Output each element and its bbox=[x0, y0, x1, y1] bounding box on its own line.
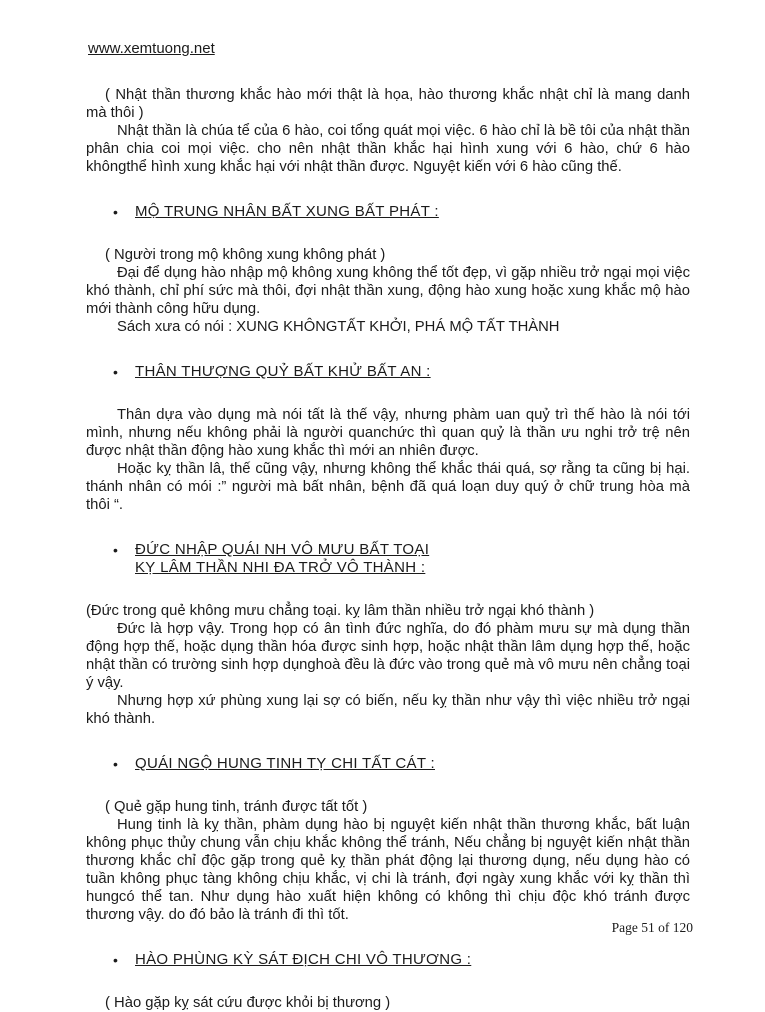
paren-note: ( Người trong mộ không xung không phát ) bbox=[105, 247, 386, 263]
section-heading-text: ĐỨC NHẬP QUÁI NH VÔ MƯU BẤT TOẠI bbox=[135, 541, 430, 558]
paren-note: ( Quẻ gặp hung tinh, tránh được tất tốt ) bbox=[105, 799, 368, 815]
bullet-icon: • bbox=[113, 364, 118, 380]
paragraph: Thân dựa vào dụng mà nói tất là thế vậy, nhưng phàm uan quỷ trì thế hào là nói tới mình, nhưng nếu không phải là người quanchức thì quan quỷ là thần ưu nghi trở trệ nên được nhật thần động hào xung khắc thì mới an nhiên được. bbox=[86, 407, 690, 459]
bullet-icon: • bbox=[113, 542, 118, 558]
section-heading bbox=[86, 541, 690, 577]
section-heading-lines bbox=[135, 541, 429, 577]
paren-note: (Đức trong quẻ không mưu chẳng toại. kỵ lâm thần nhiều trở ngại khó thành ) bbox=[86, 603, 595, 619]
section-heading bbox=[86, 951, 690, 969]
section-heading-lines bbox=[135, 951, 471, 969]
section-heading-lines bbox=[135, 755, 435, 773]
bullet-icon: • bbox=[113, 204, 118, 220]
paragraph: Nhật thần là chúa tể của 6 hào, coi tổng quát mọi việc. 6 hào chỉ là bề tôi của nhật thần phân chia coi mọi việc. cho nên nhật thần khắc hại hình xung với 6 hào, chứ 6 hào khôngthể hình xung khắc hại với nhật thần được. Nguyệt kiến với 6 hào cũng thế. bbox=[86, 123, 690, 175]
document-body bbox=[86, 86, 690, 1012]
section-heading bbox=[86, 203, 690, 221]
paren-note: ( Hào gặp kỵ sát cứu được khỏi bị thương ) bbox=[105, 995, 391, 1011]
bullet-icon: • bbox=[113, 952, 118, 968]
section-heading-lines bbox=[135, 363, 431, 381]
section-heading-text: THÂN THƯỢNG QUỶ BẤT KHỬ BẤT AN : bbox=[135, 363, 431, 380]
paragraph: Hoặc kỵ thần lâ, thế cũng vậy, nhưng không thể khắc thái quá, sợ rằng ta cũng bị hại. thánh nhân có mói :” người mà bất nhân, bệnh đã quá loạn duy quý ở chữ trung hòa mà thôi “. bbox=[86, 461, 690, 513]
section-heading-text: MỘ TRUNG NHÂN BẤT XUNG BẤT PHÁT : bbox=[135, 203, 439, 220]
paren-note: ( Nhật thần thương khắc hào mới thật là họa, hào thương khắc nhật chỉ là mang danh mà thôi ) bbox=[86, 87, 690, 121]
section-heading bbox=[86, 755, 690, 773]
site-url-text: www.xemtuong.net bbox=[88, 40, 215, 57]
paragraph: Sách xưa có nói : XUNG KHÔNGTẤT KHỞI, PHÁ MỘ TẤT THÀNH bbox=[117, 319, 560, 335]
section-heading-text: HÀO PHÙNG KỲ SÁT ĐỊCH CHI VÔ THƯƠNG : bbox=[135, 951, 472, 968]
paragraph: Nhưng hợp xứ phùng xung lại sợ có biến, nếu kỵ thần như vậy thì việc nhiều trở ngại khó thành. bbox=[86, 693, 690, 727]
section-heading-text: KỴ LÂM THẦN NHI ĐA TRỞ VÔ THÀNH : bbox=[135, 559, 426, 576]
page-number-label: Page 51 of 120 bbox=[611, 920, 693, 935]
section-heading-lines bbox=[135, 203, 439, 221]
section-heading-text: QUÁI NGỘ HUNG TINH TỴ CHI TẤT CÁT : bbox=[135, 755, 435, 772]
paragraph: Đức là hợp vậy. Trong họp có ân tình đức nghĩa, do đó phàm mưu sự mà dụng thần động hợp thế, hoặc dụng thần hóa được sinh hợp, hoặc nhật thần lâm dụng hợp thế, hoặc nhật thần có trường sinh hợp dụnghoà đều là đức vào trong quẻ mà vô mưu nên chẳng toại ý vậy. bbox=[86, 621, 690, 691]
bullet-icon: • bbox=[113, 756, 118, 772]
paragraph: Hung tinh là kỵ thần, phàm dụng hào bị nguyệt kiến nhật thần thương khắc, bất luận không phục thủy chung vẫn chịu khắc không thể tránh, Nếu chẳng bị nguyệt kiến nhật thần thương khắc chỉ độc gặp trong quẻ kỵ thần phát động lại thương dụng, nếu dụng hào có tuần không phục tàng không chịu khắc, vị chi là tránh, đợi ngày xung khắc với kỵ thần thì hungcó thể tan. Như dụng hào xuất hiện không có không thì chịu độc khó tránh được thương vậy. do đó bảo là tránh đi thì tốt. bbox=[86, 817, 690, 923]
section-heading bbox=[86, 363, 690, 381]
paragraph: Đại để dụng hào nhập mộ không xung không thể tốt đẹp, vì gặp nhiều trở ngại mọi việc khó thành, chỉ phí sức mà thôi, đợi nhật thần xung, động hào xung hoặc xung khắc mộ hào mới thành công hữu dụng. bbox=[86, 265, 690, 317]
